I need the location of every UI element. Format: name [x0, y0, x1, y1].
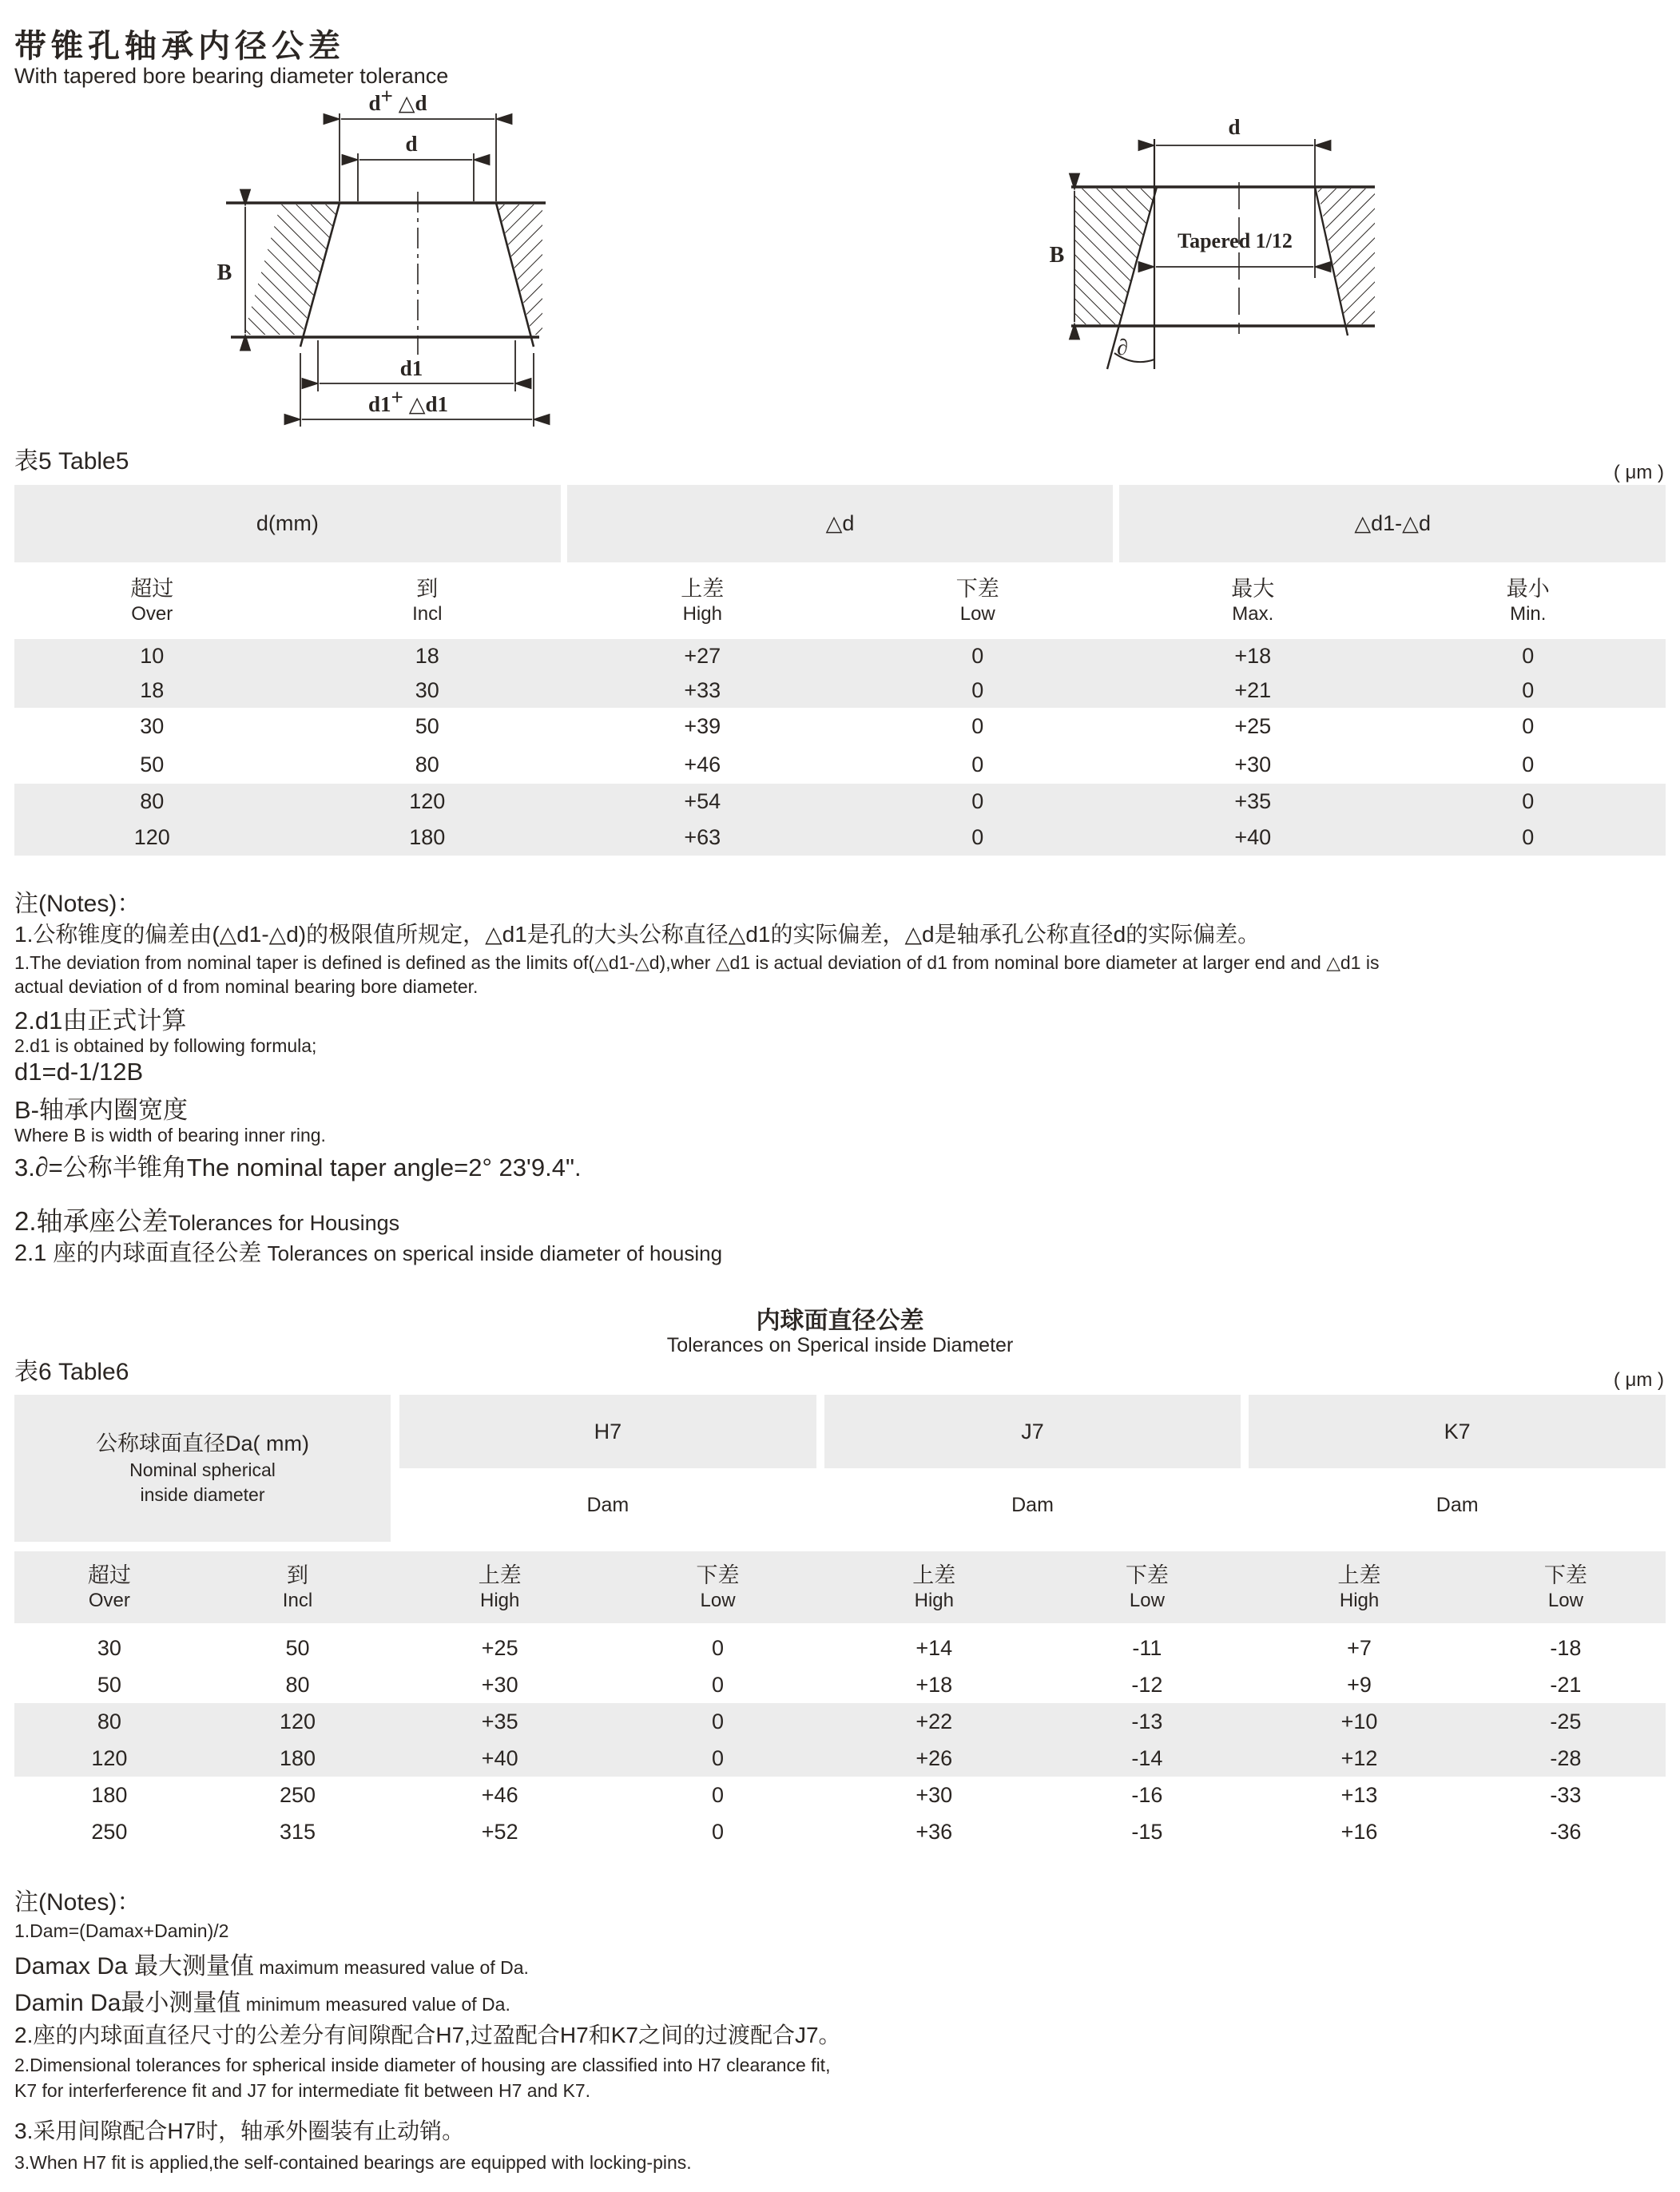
- table6-dam-row: [399, 1468, 1666, 1542]
- cell: +46: [684, 752, 721, 776]
- section2-heading: 2.轴承座公差Tolerances for Housings: [14, 1206, 400, 1236]
- cell: +54: [684, 789, 721, 813]
- table6-band-2: [14, 1703, 1666, 1777]
- col-max: 最大 Max.: [1231, 577, 1275, 625]
- dim-label-d: d: [405, 132, 418, 156]
- table6-title-en: Tolerances on Sperical inside Diameter: [666, 1334, 1014, 1356]
- cell: 50: [285, 1635, 310, 1660]
- dim-label-d: d: [1228, 115, 1241, 139]
- cell: +13: [1340, 1782, 1378, 1807]
- dim-label-B: B: [216, 260, 232, 285]
- right-wall-hatch: [1317, 189, 1375, 324]
- cell: 0: [1522, 789, 1535, 813]
- dam-label: Dam: [824, 1468, 1241, 1542]
- cell: 0: [712, 1709, 725, 1733]
- dam-label: Dam: [1249, 1468, 1666, 1542]
- cell: 80: [285, 1672, 310, 1697]
- col-j7-low: 下差 Low: [1125, 1563, 1169, 1611]
- cell: 50: [97, 1672, 121, 1697]
- section21-heading: 2.1 座的内球面直径公差 Tolerances on sperical inside diameter of housing: [14, 1241, 723, 1266]
- cell: 0: [971, 789, 984, 813]
- cell: 0: [1522, 752, 1535, 776]
- notes6-damin: Damin Da最小测量值 minimum measured value of Da.: [14, 1990, 510, 2016]
- cell: +10: [1340, 1709, 1378, 1733]
- cell: +25: [481, 1635, 518, 1660]
- formula-d1: d1=d-1/12B: [14, 1058, 144, 1086]
- cell: 0: [971, 678, 984, 702]
- col-low: 下差 Low: [955, 577, 999, 625]
- cell: +16: [1340, 1819, 1378, 1844]
- page-title: 带锥孔轴承内径公差: [14, 29, 345, 64]
- cell: 0: [712, 1782, 725, 1807]
- cell: 30: [140, 714, 165, 739]
- cell: 0: [712, 1745, 725, 1770]
- cell: 0: [712, 1672, 725, 1697]
- table5-unit: ( μm ): [1613, 462, 1664, 483]
- cell: +27: [684, 644, 721, 668]
- cell: 0: [971, 644, 984, 668]
- table5-band-2: [14, 708, 1666, 784]
- cell: 0: [1522, 825, 1535, 849]
- cell: 180: [91, 1782, 128, 1807]
- cell: +14: [915, 1635, 953, 1660]
- table5: [14, 485, 1666, 856]
- page-subtitle: With tapered bore bearing diameter tolerance: [14, 64, 449, 88]
- cell: +18: [1234, 644, 1272, 668]
- dam-label: Dam: [399, 1468, 816, 1542]
- table6-caption: 表6 Table6: [14, 1359, 129, 1385]
- dim-label-B: B: [1049, 243, 1065, 268]
- table5-caption: 表5 Table5: [14, 448, 129, 475]
- cell: 0: [971, 825, 984, 849]
- notes6-2-en-line1: 2.Dimensional tolerances for spherical inside diameter of housing are classified into H7 clearance fit,: [14, 2055, 831, 2075]
- col-j7-high: 上差 High: [912, 1563, 956, 1611]
- hatched-ring-walls: [244, 205, 542, 335]
- cell: 80: [415, 752, 439, 776]
- cell: -28: [1550, 1745, 1582, 1770]
- cell: 0: [712, 1635, 725, 1660]
- table6-title-cn: 内球面直径公差: [756, 1308, 924, 1334]
- cell: +12: [1340, 1745, 1378, 1770]
- col-k7-high: 上差 High: [1337, 1563, 1381, 1611]
- notes5-1-cn: 1.公称锥度的偏差由(△d1-△d)的极限值所规定，△d1是孔的大头公称直径△d1的实际偏差，△d是轴承孔公称直径d的实际偏差。: [14, 922, 1261, 947]
- col-min: 最小 Min.: [1506, 577, 1550, 625]
- notes5-heading: 注(Notes)：: [14, 891, 141, 917]
- taper-angle-diagram: [1025, 88, 1400, 415]
- cell: 0: [971, 714, 984, 739]
- cell: -13: [1131, 1709, 1163, 1733]
- cell: 180: [279, 1745, 316, 1770]
- cell: 10: [140, 644, 165, 668]
- notes6-damax: Damax Da 最大测量值 maximum measured value of Da.: [14, 1953, 529, 1980]
- cell: +46: [481, 1782, 518, 1807]
- cell: +30: [915, 1782, 953, 1807]
- cell: -15: [1131, 1819, 1163, 1844]
- col-over: 超过 Over: [130, 577, 174, 625]
- notes6-3-cn: 3.采用间隙配合H7时，轴承外圈装有止动销。: [14, 2119, 465, 2143]
- notes5-2-cn: 2.d1由正式计算: [14, 1007, 187, 1034]
- table5-band-3: [14, 784, 1666, 856]
- cell: -25: [1550, 1709, 1582, 1733]
- col-group-delta-d: △d: [567, 485, 1114, 562]
- cell: 120: [409, 789, 446, 813]
- taper-angle-symbol: ∂: [34, 1153, 49, 1182]
- col-h7-high: 上差 High: [478, 1563, 522, 1611]
- dim-label-d1-plus-delta-d1: d1+ △d1: [368, 385, 448, 416]
- notes5-b-cn: B-轴承内圈宽度: [14, 1096, 188, 1124]
- cell: 120: [91, 1745, 128, 1770]
- tapered-bore-section-diagram: [194, 73, 578, 449]
- cell: 120: [133, 825, 170, 849]
- cell: 30: [97, 1635, 121, 1660]
- table6-left-header: 公称球面直径Da( mm) Nominal spherical inside diameter: [14, 1395, 391, 1542]
- cell: 18: [415, 644, 439, 668]
- cell: +33: [684, 678, 721, 702]
- right-wall-hatch: [498, 205, 542, 335]
- cell: +63: [684, 825, 721, 849]
- col-group-dmm: d(mm): [14, 485, 561, 562]
- cell: 80: [140, 789, 165, 813]
- cell: 0: [712, 1819, 725, 1844]
- cell: 315: [279, 1819, 316, 1844]
- cell: +35: [481, 1709, 518, 1733]
- cell: -21: [1550, 1672, 1582, 1697]
- cell: 0: [1522, 644, 1535, 668]
- cell: 50: [415, 714, 439, 739]
- table5-subheader-row: [14, 562, 1666, 639]
- notes6-2-en-line2: K7 for interferference fit and J7 for intermediate fit between H7 and K7.: [14, 2080, 591, 2101]
- cell: -11: [1132, 1635, 1162, 1660]
- cell: 30: [415, 678, 439, 702]
- notes6-heading: 注(Notes)：: [14, 1889, 141, 1916]
- col-group-J7: J7: [824, 1395, 1241, 1468]
- cell: 0: [1522, 678, 1535, 702]
- notes6-2-cn: 2.座的内球面直径尺寸的公差分有间隙配合H7,过盈配合H7和K7之间的过渡配合J7。: [14, 2023, 841, 2047]
- left-wall-hatch: [1074, 189, 1157, 324]
- dim-label-d1: d1: [399, 356, 423, 380]
- cell: 80: [97, 1709, 121, 1733]
- cell: +26: [915, 1745, 953, 1770]
- notes6-3-en: 3.When H7 fit is applied,the self-contained bearings are equipped with locking-pins.: [14, 2152, 692, 2173]
- table5-band-1: [14, 639, 1666, 708]
- cell: +52: [481, 1819, 518, 1844]
- col-group-H7: H7: [399, 1395, 816, 1468]
- table6-unit: ( μm ): [1613, 1369, 1664, 1391]
- table6-band-1: [14, 1630, 1666, 1703]
- cell: +18: [915, 1672, 953, 1697]
- cell: 50: [140, 752, 165, 776]
- col-high: 上差 High: [681, 577, 725, 625]
- table6-subheader-row: [14, 1551, 1666, 1623]
- cell: -12: [1131, 1672, 1163, 1697]
- col-incl: 到 Incl: [282, 1563, 313, 1611]
- notes5-1-en-line1: 1.The deviation from nominal taper is defined is defined as the limits of(△d1-△d),wher △d1 is actual deviation of d1 from nominal bore diameter at larger end and △d1 is: [14, 952, 1380, 973]
- cell: 0: [971, 752, 984, 776]
- cell: +21: [1234, 678, 1272, 702]
- tapered-label: Tapered 1/12: [1178, 229, 1293, 252]
- col-group-K7: K7: [1249, 1395, 1666, 1468]
- cell: +35: [1234, 789, 1272, 813]
- dim-label-d-plus-delta-d: d+ △d: [368, 84, 427, 115]
- cell: +9: [1347, 1672, 1372, 1697]
- cell: 250: [91, 1819, 128, 1844]
- col-k7-low: 下差 Low: [1543, 1563, 1587, 1611]
- col-group-delta-d1-minus-delta-d: △d1-△d: [1119, 485, 1666, 562]
- cell: -14: [1131, 1745, 1163, 1770]
- left-wall-hatch: [244, 205, 340, 335]
- table6: [14, 1395, 1666, 1850]
- cell: +22: [915, 1709, 953, 1733]
- notes5-b-en: Where B is width of bearing inner ring.: [14, 1125, 326, 1146]
- notes5-3: 3.∂=公称半锥角The nominal taper angle=2° 23'9.4".: [14, 1153, 582, 1182]
- notes5-2-en: 2.d1 is obtained by following formula;: [14, 1035, 317, 1056]
- angle-symbol: ∂: [1117, 336, 1128, 360]
- cell: -16: [1131, 1782, 1163, 1807]
- col-over: 超过 Over: [87, 1563, 131, 1611]
- cell: +40: [1234, 825, 1272, 849]
- cell: +25: [1234, 714, 1272, 739]
- cell: +39: [684, 714, 721, 739]
- cell: 180: [409, 825, 446, 849]
- table5-header-row: [14, 485, 1666, 562]
- cell: +7: [1347, 1635, 1372, 1660]
- cell: +30: [1234, 752, 1272, 776]
- cell: -33: [1550, 1782, 1582, 1807]
- cell: 250: [279, 1782, 316, 1807]
- notes5-1-en-line2: actual deviation of d from nominal bearing bore diameter.: [14, 976, 479, 997]
- table6-band-3: [14, 1777, 1666, 1850]
- notes6-1: 1.Dam=(Damax+Damin)/2: [14, 1920, 229, 1941]
- col-incl: 到 Incl: [412, 577, 443, 625]
- cell: 120: [279, 1709, 316, 1733]
- col-h7-low: 下差 Low: [696, 1563, 740, 1611]
- cell: +36: [915, 1819, 953, 1844]
- cell: -36: [1550, 1819, 1582, 1844]
- cell: 18: [140, 678, 165, 702]
- cell: 0: [1522, 714, 1535, 739]
- cell: +30: [481, 1672, 518, 1697]
- table6-fit-header-row: [399, 1395, 1666, 1468]
- cell: -18: [1550, 1635, 1582, 1660]
- cell: +40: [481, 1745, 518, 1770]
